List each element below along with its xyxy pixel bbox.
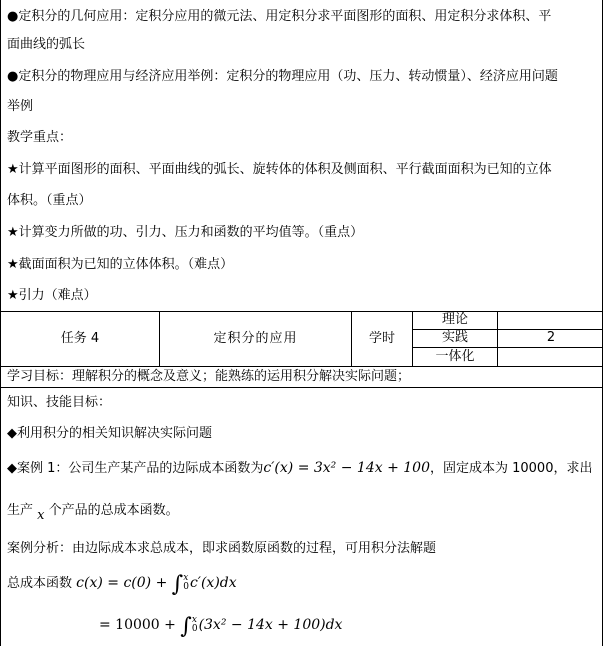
text-line: ★计算平面图形的面积、平面曲线的弧长、旋转体的体积及侧面积、平行截面面积为已知的立体 <box>7 162 552 177</box>
analysis-line: 案例分析：由边际成本求总成本，即求函数原函数的过程，可用积分法解题 <box>7 541 437 556</box>
total-lhs: c(x) = c(0) + <box>76 575 172 591</box>
integral-limits <box>183 574 189 592</box>
type-practice: 实践 <box>441 330 468 345</box>
total-cost-line <box>7 572 596 596</box>
integrand-2: (3x² − 14x + 100)dx <box>198 617 343 633</box>
objective-border <box>1 387 602 388</box>
bullet-line: ◆利用积分的相关知识解决实际问题 <box>7 426 212 441</box>
produce-line <box>7 500 596 522</box>
total-cost-label: 总成本函数 <box>7 576 73 591</box>
step2-lhs: = 10000 + <box>99 617 181 633</box>
variable-x: x <box>37 508 45 523</box>
total-cost-formula <box>76 572 237 597</box>
task-name: 定积分的应用 <box>213 331 298 346</box>
lower-limit: 0 <box>183 582 189 592</box>
text-line: ●定积分的几何应用：定积分应用的微元法、用定积分求平面图形的面积、用定积分求体积、平 <box>7 9 552 24</box>
upper-limit: x <box>183 573 189 583</box>
text-line: ●定积分的物理应用与经济应用举例：定积分的物理应用（功、压力、转动惯量）、经济应用问题 <box>7 69 558 84</box>
integrand-1: c′(x)dx <box>189 575 237 591</box>
text-line: ★计算变力所做的功、引力、压力和函数的平均值等。（重点） <box>7 225 364 240</box>
task-number: 任务 4 <box>60 331 100 346</box>
lower-limit: 0 <box>191 624 198 634</box>
learning-objective: 学习目标：理解积分的概念及意义；能熟练的运用积分解决实际问题； <box>7 369 411 384</box>
integral-sign-icon: ∫ <box>171 572 184 597</box>
table-border-top <box>1 311 602 312</box>
type-integrated: 一体化 <box>435 349 475 364</box>
hours-practice: 2 <box>546 330 556 345</box>
produce-suffix: 个产品的总成本函数。 <box>48 503 179 518</box>
hours-label: 学时 <box>368 331 395 346</box>
marginal-cost-formula: c′(x) = 3x² − 14x + 100 <box>263 460 430 476</box>
knowledge-heading: 知识、技能目标： <box>7 395 112 410</box>
case-line <box>7 457 596 480</box>
type-theory: 理论 <box>441 312 468 327</box>
text-line: ★引力（难点） <box>7 288 97 303</box>
text-line: 教学重点： <box>7 130 73 145</box>
case-prefix: ◆案例 1：公司生产某产品的边际成本函数为 <box>7 461 264 476</box>
text-line: 举例 <box>7 99 34 114</box>
case-suffix: ，固定成本为 10000，求出 <box>429 461 593 476</box>
text-line: 体积。（重点） <box>7 193 92 208</box>
step2-line <box>99 614 596 638</box>
upper-limit: x <box>191 615 197 625</box>
text-line: ★截面面积为已知的立体体积。（难点） <box>7 257 234 272</box>
integral-sign-icon: ∫ <box>180 614 192 639</box>
produce-prefix: 生产 <box>7 503 34 518</box>
text-line: 面曲线的弧长 <box>7 37 86 52</box>
integral-limits <box>192 616 198 634</box>
step2-formula <box>99 614 343 639</box>
